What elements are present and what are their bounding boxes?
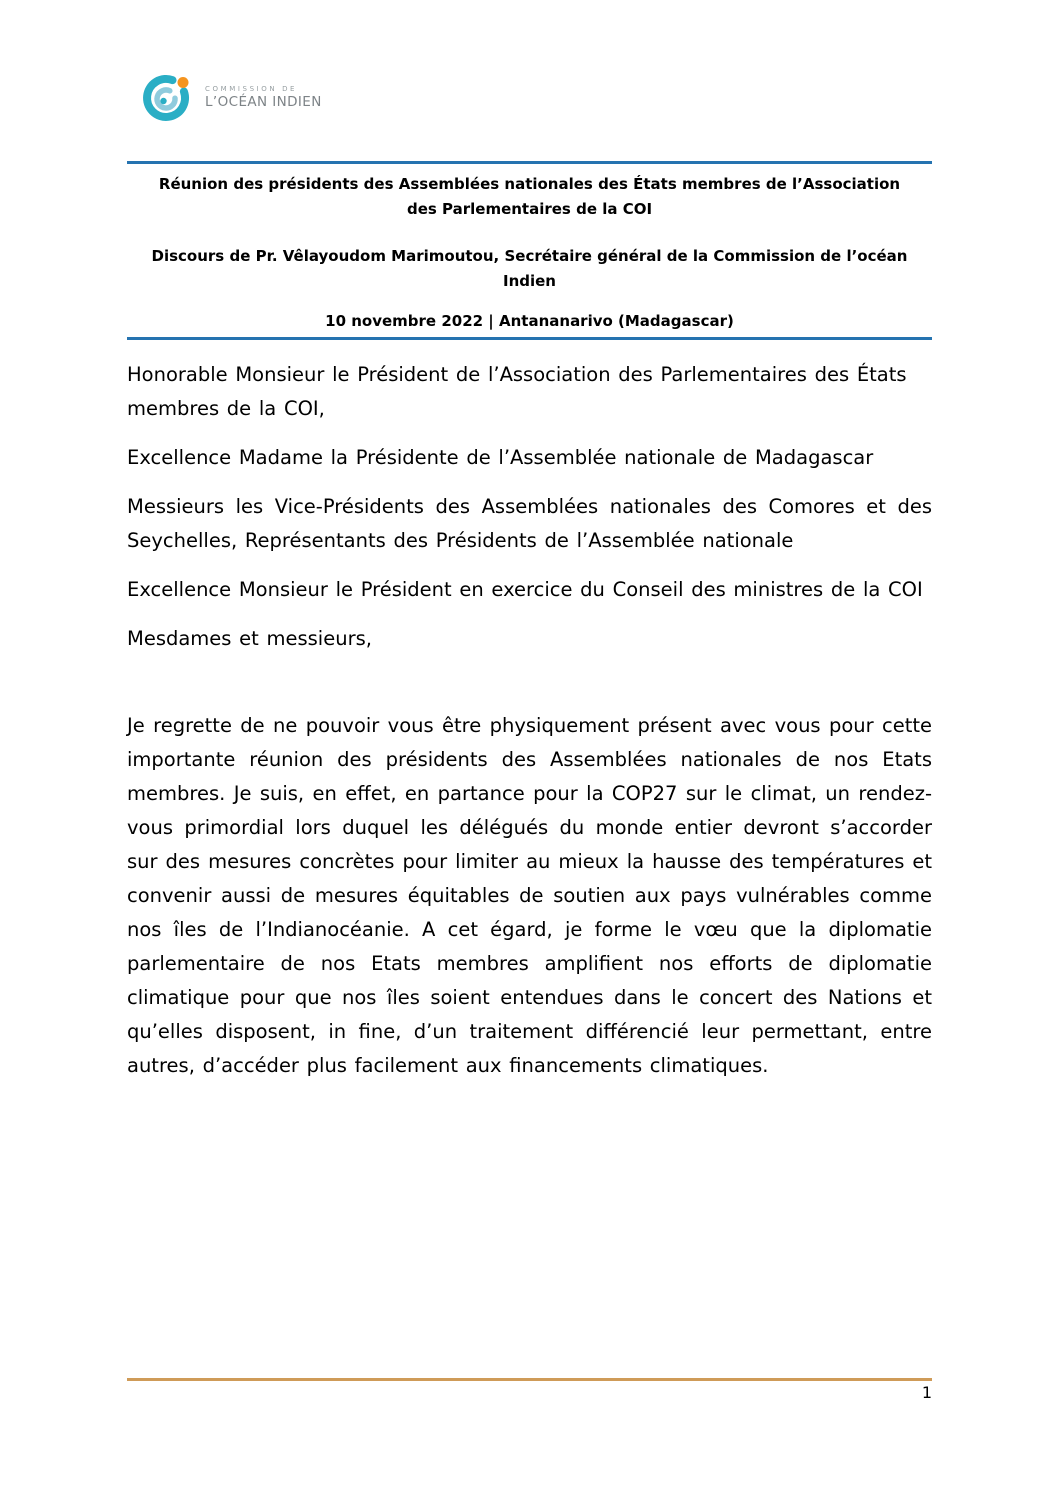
page-number: 1 — [921, 1383, 932, 1402]
speech-paragraph: Je regrette de ne pouvoir vous être physiquement présent avec vous pour cette importante réunion des présidents des Assemblées nationales de nos Etats membres. Je suis, en effet, en partance pour la COP27 sur le climat, un rendez-vous primordial lors duquel les délégués du monde entier devront s’accorder sur des mesures concrètes pour limiter au mieux la hausse des températures et convenir aussi de mesures équitables de soutien aux pays vulnérables comme nos îles de l’Indianocéanie. A cet égard, je forme le vœu que la diplomatie parlementaire de nos Etats membres amplifient nos efforts de diplomatie climatique pour que nos îles soient entendues dans le concert des Nations et qu’elles disposent, in fine, d’un traitement différencié leur permettant, entre autres, d’accéder plus facilement aux financements climatiques. — [127, 714, 932, 1077]
coi-logo-text — [205, 84, 322, 110]
salutation-paragraph-2: Excellence Madame la Présidente de l’Assemblée nationale de Madagascar — [127, 446, 874, 469]
footer-rule — [127, 1378, 932, 1381]
document-header — [127, 172, 932, 334]
document-body — [127, 358, 932, 1098]
document-subtitle: Discours de Pr. Vêlayoudom Marimoutou, Secrétaire général de la Commission de l’océan Indien — [151, 247, 908, 290]
header-top-rule — [127, 161, 932, 164]
salutation-paragraph-3: Messieurs les Vice-Présidents des Assemblées nationales des Comores et des Seychelles, Représentants des Présidents de l’Assemblée nationale — [127, 495, 932, 552]
salutation-paragraph-5: Mesdames et messieurs, — [127, 627, 372, 650]
logo-text-line2: L’OCÉAN INDIEN — [205, 94, 322, 110]
coi-logo-icon — [142, 70, 194, 124]
header-bottom-rule — [127, 337, 932, 340]
salutation-paragraph-4: Excellence Monsieur le Président en exercice du Conseil des ministres de la COI — [127, 578, 923, 601]
document-dateline: 10 novembre 2022 | Antananarivo (Madagascar) — [325, 312, 734, 330]
logo-text-line1: COMMISSION DE — [205, 85, 298, 93]
salutation-paragraph-1: Honorable Monsieur le Président de l’Association des Parlementaires des États membres de la COI, — [127, 363, 907, 420]
coi-logo — [142, 70, 322, 124]
document-title: Réunion des présidents des Assemblées nationales des États membres de l’Association des Parlementaires de la COI — [158, 175, 901, 218]
